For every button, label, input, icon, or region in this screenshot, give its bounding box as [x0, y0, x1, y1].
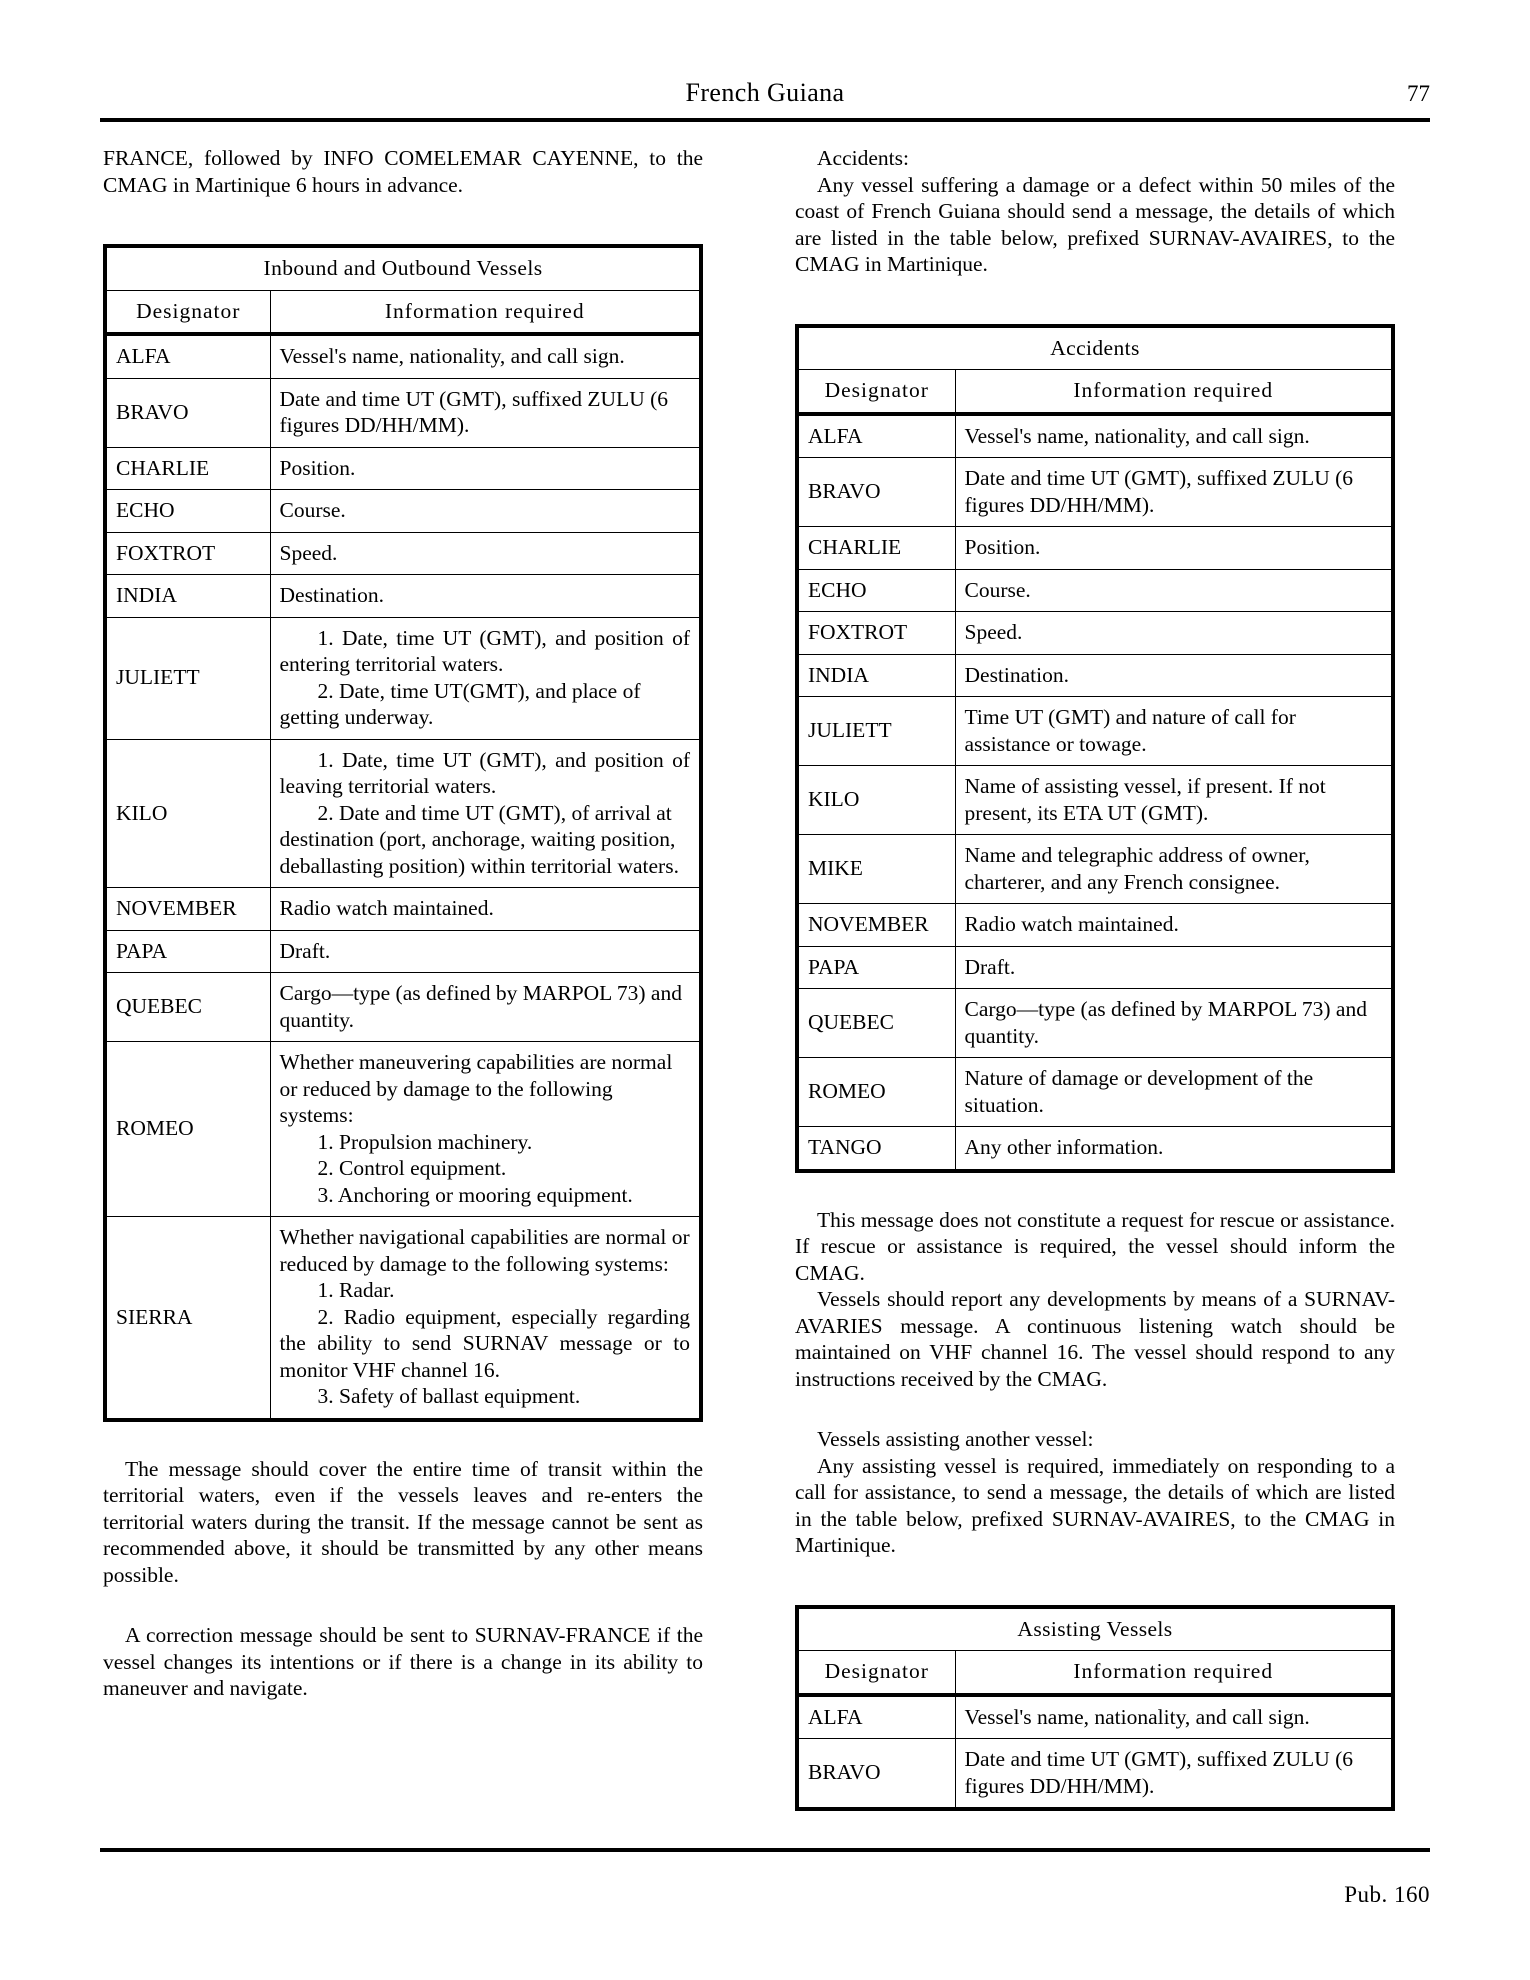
table-row	[105, 334, 701, 378]
information-cell: Radio watch maintained.	[955, 904, 1393, 947]
numbered-item: 3. Safety of ballast equipment.	[317, 1384, 581, 1408]
designator-cell: JULIETT	[105, 617, 270, 739]
information-cell: Position.	[955, 527, 1393, 570]
designator-cell: JULIETT	[797, 697, 955, 766]
information-cell: Any other information.	[955, 1127, 1393, 1171]
accidents-intro-paragraph: Any vessel suffering a damage or a defect within 50 miles of the coast of French Guiana should send a message, the details of which are listed in the table below, prefixed SURNAV-AVAIRES, to the CMAG in Martinique.	[795, 172, 1395, 276]
information-cell	[270, 1042, 701, 1217]
information-cell: Destination.	[955, 654, 1393, 697]
numbered-item: 1. Date, time UT (GMT), and position of entering territorial waters.	[279, 625, 690, 676]
information-cell: Course.	[270, 490, 701, 533]
cell-lead-text: Whether navigational capabilities are normal or reduced by damage to the following systems:	[279, 1225, 690, 1276]
table-row	[105, 973, 701, 1042]
table-row	[105, 575, 701, 618]
table-row	[797, 835, 1393, 904]
information-cell: Destination.	[270, 575, 701, 618]
information-cell: Date and time UT (GMT), suffixed ZULU (6 figures DD/HH/MM).	[955, 458, 1393, 527]
designator-cell: NOVEMBER	[797, 904, 955, 947]
table-header-row	[797, 1651, 1393, 1695]
column-header-designator: Designator	[105, 290, 270, 334]
page-header	[100, 78, 1430, 118]
numbered-item: 2. Radio equipment, especially regarding the ability to send SURNAV message or to monitor VHF channel 16.	[279, 1304, 690, 1382]
information-cell: Vessel's name, nationality, and call sign.	[955, 1695, 1393, 1739]
information-cell: Draft.	[955, 946, 1393, 989]
right-column	[795, 145, 1395, 1811]
designator-cell: PAPA	[105, 930, 270, 973]
designator-cell: KILO	[797, 766, 955, 835]
table-row	[105, 739, 701, 888]
information-cell: Position.	[270, 447, 701, 490]
inbound-outbound-vessels-table	[103, 244, 703, 1422]
designator-cell: ROMEO	[105, 1042, 270, 1217]
table-title: Accidents	[797, 326, 1393, 370]
information-cell: Draft.	[270, 930, 701, 973]
numbered-item: 2. Date, time UT(GMT), and place of getting underway.	[279, 678, 641, 729]
table-row	[797, 946, 1393, 989]
table-title: Assisting Vessels	[797, 1607, 1393, 1651]
column-header-information: Information required	[955, 370, 1393, 414]
information-cell: Radio watch maintained.	[270, 888, 701, 931]
table-title-row	[797, 1607, 1393, 1651]
information-cell: Date and time UT (GMT), suffixed ZULU (6 figures DD/HH/MM).	[270, 378, 701, 447]
table-row	[797, 654, 1393, 697]
designator-cell: PAPA	[797, 946, 955, 989]
paragraph-not-rescue-request: This message does not constitute a request for rescue or assistance. If rescue or assistance is required, the vessel should inform the CMAG.	[795, 1207, 1395, 1285]
designator-cell: ECHO	[105, 490, 270, 533]
designator-cell: ALFA	[797, 1695, 955, 1739]
designator-cell: FOXTROT	[797, 612, 955, 655]
header-divider	[100, 118, 1430, 122]
information-cell: Speed.	[270, 532, 701, 575]
table-row	[105, 888, 701, 931]
accidents-table	[795, 324, 1395, 1173]
information-cell: Course.	[955, 569, 1393, 612]
column-header-designator: Designator	[797, 370, 955, 414]
information-cell: Nature of damage or development of the situation.	[955, 1058, 1393, 1127]
paragraph-transit-coverage: The message should cover the entire time of transit within the territorial waters, even if the vessels leaves and re-enters the territorial waters during the transit. If the message cannot be sent as recommended above, it should be transmitted by any other means possible.	[103, 1456, 703, 1587]
designator-cell: SIERRA	[105, 1217, 270, 1420]
designator-cell: BRAVO	[797, 458, 955, 527]
information-cell: Vessel's name, nationality, and call sign.	[955, 414, 1393, 458]
designator-cell: ALFA	[797, 414, 955, 458]
table-row	[797, 1739, 1393, 1810]
information-cell	[270, 617, 701, 739]
table-row	[797, 569, 1393, 612]
table-row	[797, 1695, 1393, 1739]
cell-lead-text: Whether maneuvering capabilities are normal or reduced by damage to the following systems:	[279, 1050, 673, 1127]
information-cell	[270, 1217, 701, 1420]
table-title: Inbound and Outbound Vessels	[105, 246, 701, 290]
designator-cell: BRAVO	[105, 378, 270, 447]
assisting-vessels-heading: Vessels assisting another vessel:	[817, 1427, 1094, 1451]
table-header-row	[105, 290, 701, 334]
column-header-information: Information required	[955, 1651, 1393, 1695]
information-cell: Name of assisting vessel, if present. If not present, its ETA UT (GMT).	[955, 766, 1393, 835]
information-cell: Time UT (GMT) and nature of call for assistance or towage.	[955, 697, 1393, 766]
designator-cell: KILO	[105, 739, 270, 888]
table-row	[797, 697, 1393, 766]
footer-divider	[100, 1848, 1430, 1852]
numbered-item: 2. Control equipment.	[317, 1156, 507, 1180]
left-column	[103, 145, 703, 1702]
designator-cell: ECHO	[797, 569, 955, 612]
information-cell: Vessel's name, nationality, and call sign.	[270, 334, 701, 378]
information-cell	[270, 739, 701, 888]
numbered-item: 2. Date and time UT (GMT), of arrival at destination (port, anchorage, waiting position, deballasting position) within territorial waters.	[279, 800, 679, 878]
information-cell: Cargo—type (as defined by MARPOL 73) and quantity.	[955, 989, 1393, 1058]
table-row	[797, 527, 1393, 570]
information-cell: Cargo—type (as defined by MARPOL 73) and quantity.	[270, 973, 701, 1042]
numbered-item: 1. Propulsion machinery.	[317, 1129, 533, 1154]
intro-paragraph: FRANCE, followed by INFO COMELEMAR CAYENNE, to the CMAG in Martinique 6 hours in advance.	[103, 146, 703, 197]
designator-cell: INDIA	[105, 575, 270, 618]
information-cell: Speed.	[955, 612, 1393, 655]
information-cell: Date and time UT (GMT), suffixed ZULU (6 figures DD/HH/MM).	[955, 1739, 1393, 1810]
table-row	[797, 458, 1393, 527]
table-row	[105, 532, 701, 575]
paragraph-correction-message: A correction message should be sent to SURNAV-FRANCE if the vessel changes its intentions or if there is a change in its ability to maneuver and navigate.	[103, 1623, 703, 1700]
numbered-item: 1. Radar.	[317, 1278, 395, 1302]
designator-cell: BRAVO	[797, 1739, 955, 1810]
designator-cell: QUEBEC	[105, 973, 270, 1042]
table-title-row	[105, 246, 701, 290]
table-row	[797, 989, 1393, 1058]
designator-cell: ALFA	[105, 334, 270, 378]
designator-cell: ROMEO	[797, 1058, 955, 1127]
designator-cell: CHARLIE	[797, 527, 955, 570]
designator-cell: MIKE	[797, 835, 955, 904]
table-row	[105, 447, 701, 490]
designator-cell: INDIA	[797, 654, 955, 697]
table-row	[105, 930, 701, 973]
table-row	[797, 904, 1393, 947]
numbered-item: 1. Date, time UT (GMT), and position of leaving territorial waters.	[279, 747, 690, 798]
table-row	[105, 1217, 701, 1420]
publication-label: Pub. 160	[1344, 1882, 1430, 1907]
table-row	[105, 378, 701, 447]
table-row	[797, 766, 1393, 835]
paragraph-report-developments: Vessels should report any developments by means of a SURNAV-AVARIES message. A continuous listening watch should be maintained on VHF channel 16. The vessel should respond to any instructions received by the CMAG.	[795, 1287, 1395, 1391]
table-title-row	[797, 326, 1393, 370]
accidents-heading: Accidents:	[817, 146, 909, 170]
table-row	[105, 1042, 701, 1217]
table-row	[797, 1058, 1393, 1127]
column-header-information: Information required	[270, 290, 701, 334]
numbered-item: 3. Anchoring or mooring equipment.	[317, 1182, 633, 1207]
table-row	[105, 490, 701, 533]
information-cell: Name and telegraphic address of owner, charterer, and any French consignee.	[955, 835, 1393, 904]
designator-cell: CHARLIE	[105, 447, 270, 490]
assisting-vessels-table	[795, 1605, 1395, 1812]
designator-cell: FOXTROT	[105, 532, 270, 575]
table-row	[797, 612, 1393, 655]
table-row	[797, 414, 1393, 458]
designator-cell: NOVEMBER	[105, 888, 270, 931]
table-row	[797, 1127, 1393, 1171]
table-row	[105, 617, 701, 739]
column-header-designator: Designator	[797, 1651, 955, 1695]
page-title: French Guiana	[685, 78, 845, 107]
designator-cell: QUEBEC	[797, 989, 955, 1058]
table-header-row	[797, 370, 1393, 414]
assisting-vessels-intro: Any assisting vessel is required, immediately on responding to a call for assistance, to send a message, the details of which are listed in the table below, prefixed SURNAV-AVAIRES, to the CMAG in Martinique.	[795, 1453, 1395, 1557]
page-number: 77	[1407, 81, 1430, 106]
designator-cell: TANGO	[797, 1127, 955, 1171]
